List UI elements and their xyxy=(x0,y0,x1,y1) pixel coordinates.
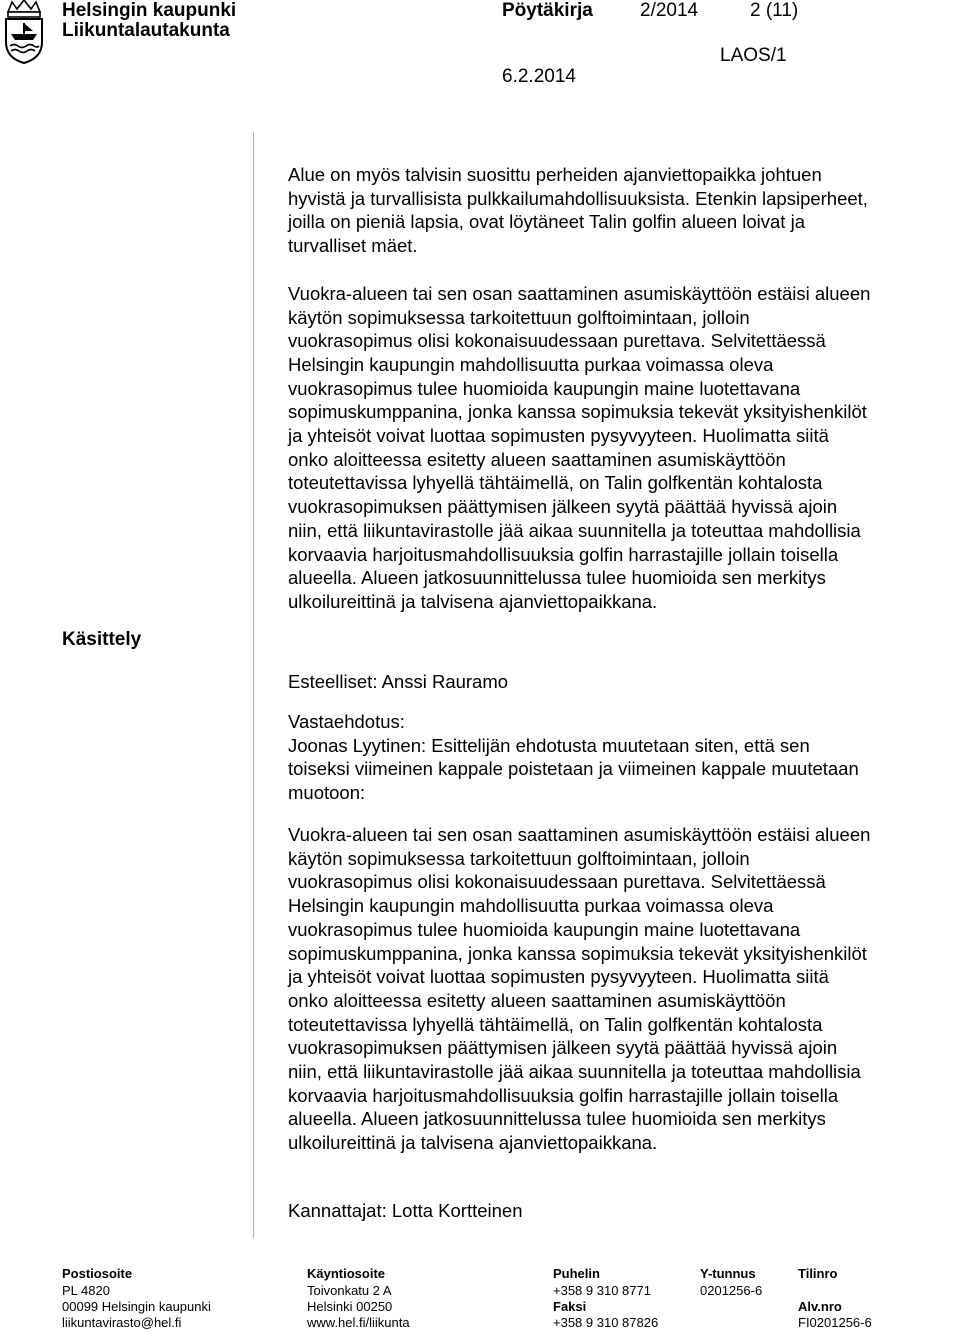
text-line: vuokrasopimus tulee huomioida kaupungin maine luotettavana xyxy=(288,377,801,399)
footer-email: liikuntavirasto@hel.fi xyxy=(62,1315,182,1330)
section-code: LAOS/1 xyxy=(720,45,787,66)
text-line: Joonas Lyytinen: Esittelijän ehdotusta muutetaan siten, että sen xyxy=(288,734,810,756)
section-label-kasittely: Käsittely xyxy=(62,629,142,650)
text-line: ulkoilureittinä ja talvisena ajanviettopaikkana. xyxy=(288,1132,658,1154)
text-line: niin, että liikuntavirastolle jää aikaa suunnitella ja toteuttaa mahdollisia xyxy=(288,1061,861,1083)
footer-heading-alv-nro: Alv.nro xyxy=(798,1299,842,1314)
text-line: turvalliset mäet. xyxy=(288,235,418,257)
text-line: Vuokra-alueen tai sen osan saattaminen asumiskäyttöön estäisi alueen xyxy=(288,282,871,304)
document-type: Pöytäkirja xyxy=(502,0,593,21)
text-line: Helsingin kaupungin mahdollisuutta purkaa voimassa oleva xyxy=(288,895,774,917)
footer-text: Toivonkatu 2 A xyxy=(307,1283,392,1298)
footer-text: PL 4820 xyxy=(62,1283,110,1298)
esteelliset-line: Esteelliset: Anssi Rauramo xyxy=(288,671,509,692)
text-line: vuokrasopimus olisi kokonaisuudessaan purettava. Selvitettäessä xyxy=(288,330,826,352)
text-line: käytön sopimuksessa tarkoitettuun golftoimintaan, jolloin xyxy=(288,306,750,328)
text-line: Alue on myös talvisin suosittu perheiden ajanviettopaikka johtuen xyxy=(288,164,822,185)
document-date: 6.2.2014 xyxy=(502,66,576,87)
board-name: Liikuntalautakunta xyxy=(62,20,230,41)
footer-heading-y-tunnus: Y-tunnus xyxy=(700,1266,756,1281)
kannattajat-line: Kannattajat: Lotta Kortteinen xyxy=(288,1200,523,1221)
text-line: hyvistä ja turvallisista pulkkailumahdollisuuksista. Etenkin lapsiperheet, xyxy=(288,187,868,209)
footer-fax: +358 9 310 87826 xyxy=(553,1315,659,1330)
organization-name: Helsingin kaupunki xyxy=(62,0,237,21)
text-line: vuokrasopimuksen päättymisen jälkeen syytä päättää hyvissä ajoin xyxy=(288,496,838,518)
text-line: vuokrasopimus tulee huomioida kaupungin maine luotettavana xyxy=(288,918,801,940)
footer-business-id: 0201256-6 xyxy=(700,1283,763,1298)
text-line: sopimuskumppanina, jonka kanssa sopimuksia tekevät yksityishenkilöt xyxy=(288,401,867,423)
footer-heading-postiosoite: Postiosoite xyxy=(62,1266,133,1281)
page-number: 2 (11) xyxy=(750,0,799,21)
document-number: 2/2014 xyxy=(640,0,699,21)
text-line: ja yhteisöt voivat luottaa sopimusten pysyvyyteen. Huolimatta siitä xyxy=(288,966,829,988)
text-line: alueella. Alueen jatkosuunnittelussa tulee huomioida sen merkitys xyxy=(288,567,826,589)
text-line: onko aloitteessa esitetty alueen saattaminen asumiskäyttöön xyxy=(288,989,786,1011)
footer-text: 00099 Helsingin kaupunki xyxy=(62,1299,211,1314)
proposed-paragraph xyxy=(288,823,870,1155)
text-line: muotoon: xyxy=(288,782,366,804)
footer-vat-number: FI0201256-6 xyxy=(798,1315,872,1330)
footer-website: www.hel.fi/liikunta xyxy=(307,1315,410,1330)
body-text xyxy=(288,163,960,614)
text-line: toteutettavissa lyhyellä tähtäimellä, on Talin golfkentän kohtalosta xyxy=(288,1013,823,1035)
footer-heading-faksi: Faksi xyxy=(553,1299,587,1314)
footer-text: Helsinki 00250 xyxy=(307,1299,393,1314)
text-line: vuokrasopimus olisi kokonaisuudessaan purettava. Selvitettäessä xyxy=(288,871,826,893)
text-line: vuokrasopimuksen päättymisen jälkeen syytä päättää hyvissä ajoin xyxy=(288,1037,838,1059)
text-line: Vuokra-alueen tai sen osan saattaminen asumiskäyttöön estäisi alueen xyxy=(288,824,871,845)
paragraph-1 xyxy=(288,163,960,258)
text-line: joilla on pieniä lapsia, ovat löytäneet Talin golfin alueen loivat ja xyxy=(288,211,805,233)
helsinki-coat-of-arms-icon xyxy=(2,0,46,64)
footer-phone: +358 9 310 8771 xyxy=(553,1283,651,1298)
text-line: ja yhteisöt voivat luottaa sopimusten pysyvyyteen. Huolimatta siitä xyxy=(288,425,829,447)
text-line: korvaavia harjoitusmahdollisuuksia golfin harrastajille jollain toisella xyxy=(288,1084,839,1106)
text-line: onko aloitteessa esitetty alueen saattaminen asumiskäyttöön xyxy=(288,448,786,470)
column-divider xyxy=(253,132,254,1238)
paragraph-2 xyxy=(288,282,960,614)
text-line: Vastaehdotus: xyxy=(288,711,405,732)
footer-heading-kayntiosoite: Käyntiosoite xyxy=(307,1266,386,1281)
text-line: alueella. Alueen jatkosuunnittelussa tulee huomioida sen merkitys xyxy=(288,1108,826,1130)
text-line: käytön sopimuksessa tarkoitettuun golftoimintaan, jolloin xyxy=(288,847,750,869)
footer-heading-tilinro: Tilinro xyxy=(798,1266,838,1281)
text-line: korvaavia harjoitusmahdollisuuksia golfin harrastajille jollain toisella xyxy=(288,543,839,565)
text-line: sopimuskumppanina, jonka kanssa sopimuksia tekevät yksityishenkilöt xyxy=(288,942,867,964)
text-line: ulkoilureittinä ja talvisena ajanviettopaikkana. xyxy=(288,590,658,612)
text-line: toteutettavissa lyhyellä tähtäimellä, on Talin golfkentän kohtalosta xyxy=(288,472,823,494)
text-line: toiseksi viimeinen kappale poistetaan ja viimeinen kappale muutetaan xyxy=(288,758,859,780)
vastaehdotus-paragraph xyxy=(288,710,859,805)
text-line: Helsingin kaupungin mahdollisuutta purkaa voimassa oleva xyxy=(288,353,774,375)
text-line: niin, että liikuntavirastolle jää aikaa suunnitella ja toteuttaa mahdollisia xyxy=(288,519,861,541)
footer-heading-puhelin: Puhelin xyxy=(553,1266,600,1281)
